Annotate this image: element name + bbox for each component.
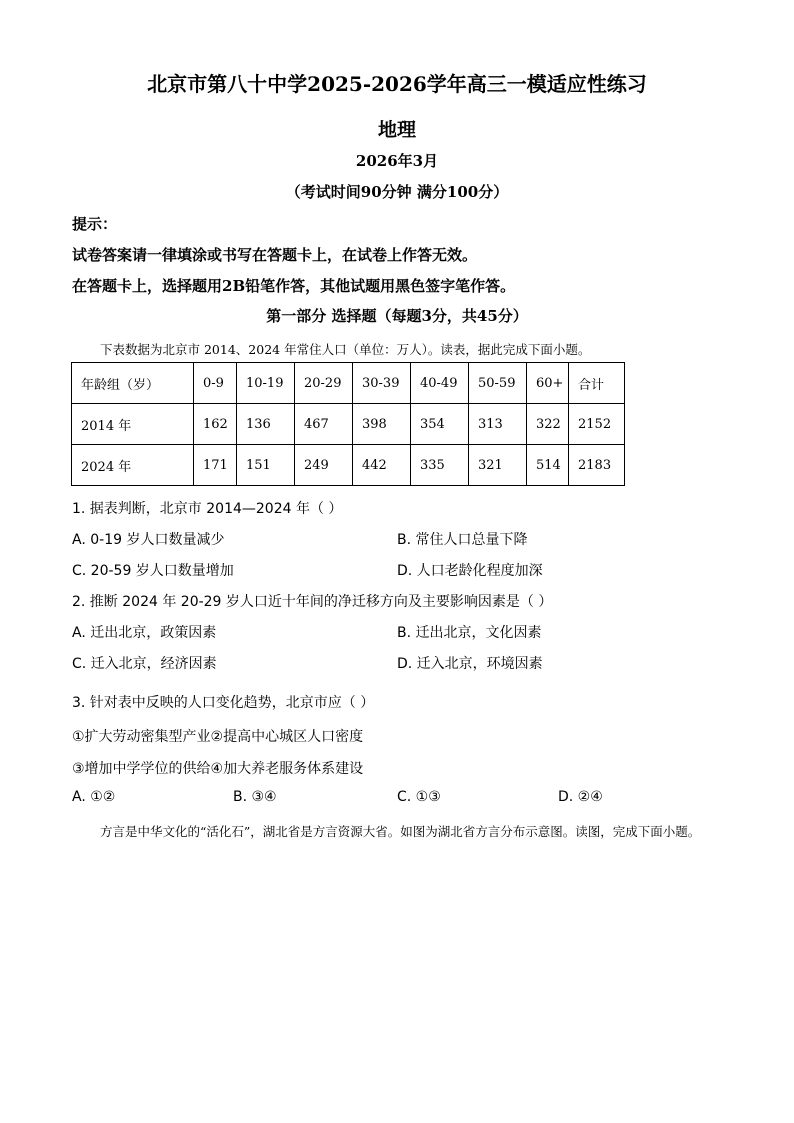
question-1-stem: 1. 据表判断，北京市 2014—2024 年（ ） [72, 501, 343, 517]
tips-line-2: 在答题卡上，选择题用2B铅笔作答，其他试题用黑色签字笔作答。 [72, 277, 516, 295]
exam-title: 北京市第八十中学2025-2026学年高三一模适应性练习 [147, 72, 647, 96]
table-cell: 2014 年 [72, 404, 194, 445]
question-2-option-c[interactable]: C. 迁入北京，经济因素 [72, 656, 217, 672]
table-cell: 354 [411, 404, 469, 445]
table-cell: 313 [469, 404, 527, 445]
table-header-cell: 20-29 [295, 363, 353, 404]
table-cell: 467 [295, 404, 353, 445]
table-row [72, 445, 625, 486]
table-cell: 151 [237, 445, 295, 486]
question-1-option-c[interactable]: C. 20-59 岁人口数量增加 [72, 563, 234, 579]
table-cell: 321 [469, 445, 527, 486]
table-cell: 171 [194, 445, 237, 486]
table-row [72, 404, 625, 445]
question-2-option-d[interactable]: D. 迁入北京，环境因素 [397, 656, 543, 672]
question-2-option-a[interactable]: A. 迁出北京，政策因素 [72, 625, 217, 641]
table-cell: 335 [411, 445, 469, 486]
tips-label: 提示： [72, 215, 118, 233]
table-header-cell: 年龄组（岁） [72, 363, 194, 404]
table-header-cell: 10-19 [237, 363, 295, 404]
table-cell: 322 [527, 404, 569, 445]
table-cell: 162 [194, 404, 237, 445]
question-3-item-1: ①扩大劳动密集型产业②提高中心城区人口密度 [72, 729, 364, 745]
table-header-cell: 60+ [527, 363, 569, 404]
table-header-row [72, 363, 625, 404]
table-cell: 398 [353, 404, 411, 445]
table-header-cell: 合计 [569, 363, 625, 404]
table-cell: 249 [295, 445, 353, 486]
question-2-stem: 2. 推断 2024 年 20-29 岁人口近十年间的净迁移方向及主要影响因素是（ ） [72, 594, 553, 610]
table-cell: 2183 [569, 445, 625, 486]
question-3-item-2: ③增加中学学位的供给④加大养老服务体系建设 [72, 761, 364, 777]
table-cell: 2024 年 [72, 445, 194, 486]
table-cell: 514 [527, 445, 569, 486]
subject-title: 地理 [377, 119, 416, 141]
part-heading: 第一部分 选择题（每题3分，共45分） [266, 307, 528, 325]
table-cell: 442 [353, 445, 411, 486]
population-table [71, 362, 625, 486]
table-header-cell: 0-9 [194, 363, 237, 404]
table-header-cell: 30-39 [353, 363, 411, 404]
question-1-option-a[interactable]: A. 0-19 岁人口数量减少 [72, 532, 225, 548]
question-3-option-d[interactable]: D. ②④ [558, 789, 603, 805]
table-cell: 2152 [569, 404, 625, 445]
table-header-cell: 40-49 [411, 363, 469, 404]
question-2-option-b[interactable]: B. 迁出北京，文化因素 [397, 625, 542, 641]
dialect-passage: 方言是中华文化的“活化石”，湖北省是方言资源大省。如图为湖北省方言分布示意图。读图，完成下面小题。 [100, 824, 701, 839]
tips-line-1: 试卷答案请一律填涂或书写在答题卡上，在试卷上作答无效。 [72, 246, 478, 264]
table-header-cell: 50-59 [469, 363, 527, 404]
question-3-stem: 3. 针对表中反映的人口变化趋势，北京市应（ ） [72, 695, 375, 711]
question-3-option-b[interactable]: B. ③④ [233, 789, 277, 805]
question-3-option-a[interactable]: A. ①② [72, 789, 116, 805]
table-cell: 136 [237, 404, 295, 445]
exam-info: （考试时间90分钟 满分100分） [285, 183, 509, 201]
exam-date: 2026年3月 [355, 152, 439, 170]
question-3-option-c[interactable]: C. ①③ [397, 789, 441, 805]
table-intro: 下表数据为北京市 2014、2024 年常住人口（单位：万人）。读表，据此完成下面小题。 [100, 342, 591, 357]
question-1-option-d[interactable]: D. 人口老龄化程度加深 [397, 563, 543, 579]
question-1-option-b[interactable]: B. 常住人口总量下降 [397, 532, 528, 548]
